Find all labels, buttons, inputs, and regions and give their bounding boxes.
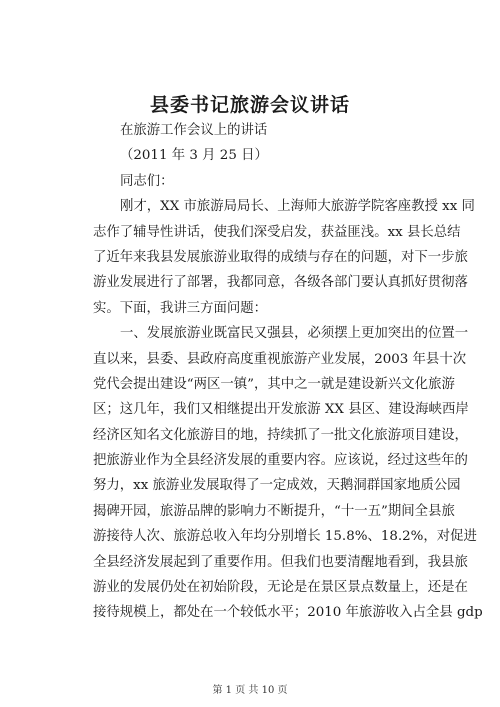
text-line: 游业发展进行了部署，我都同意，各级各部门要认真抓好贯彻落 [93, 275, 468, 291]
text-line: 全县经济发展起到了重要作用。但我们也要清醒地看到，我县旅 [93, 554, 468, 570]
page-footer: 第 1 页 共 10 页 [212, 685, 288, 696]
text-line: （2011 年 3 月 25 日） [120, 148, 268, 164]
text-line: 经济区知名文化旅游目的地，持续抓了一批文化旅游项目建设， [93, 427, 468, 443]
text-line: 揭碑开园，旅游品牌的影响力不断提升，“十一五”期间全县旅 [93, 503, 455, 519]
text-line: 了近年来我县发展旅游业取得的成绩与存在的问题，对下一步旅 [93, 249, 468, 265]
text-line: 同志们： [120, 173, 174, 189]
text-line: 党代会提出建设“两区一镇”，其中之一就是建设新兴文化旅游 [93, 376, 455, 392]
text-line: 实。下面，我讲三方面问题： [93, 300, 268, 316]
text-line: 接待规模上，都处在一个较低水平；2010 年旅游收入占全县 gdp [93, 605, 483, 621]
text-line: 志作了辅导性讲话，使我们深受启发，获益匪浅。xx 县长总结 [93, 224, 461, 240]
document-body [93, 118, 483, 626]
text-line: 直以来，县委、县政府高度重视旅游产业发展，2003 年县十次 [93, 351, 467, 367]
text-line: 区；这几年，我们又相继提出开发旅游 XX 县区、建设海峡西岸 [93, 402, 469, 418]
text-line: 把旅游业作为全县经济发展的重要内容。应该说，经过这些年的 [93, 453, 468, 469]
document-title: 县委书记旅游会议讲话 [149, 94, 350, 116]
text-line: 游业的发展仍处在初始阶段，无论是在景区景点数量上，还是在 [93, 580, 468, 596]
text-line: 努力，xx 旅游业发展取得了一定成效，天鹅洞群国家地质公园 [93, 478, 461, 494]
text-line: 游接待人次、旅游总收入年均分别增长 15.8%、18.2%，对促进 [93, 529, 477, 545]
text-line: 一、发展旅游业既富民又强县，必须摆上更加突出的位置一 [120, 326, 469, 342]
text-line: 在旅游工作会议上的讲话 [120, 123, 268, 138]
text-line: 刚才，XX 市旅游局局长、上海师大旅游学院客座教授 xx 同 [120, 199, 475, 215]
